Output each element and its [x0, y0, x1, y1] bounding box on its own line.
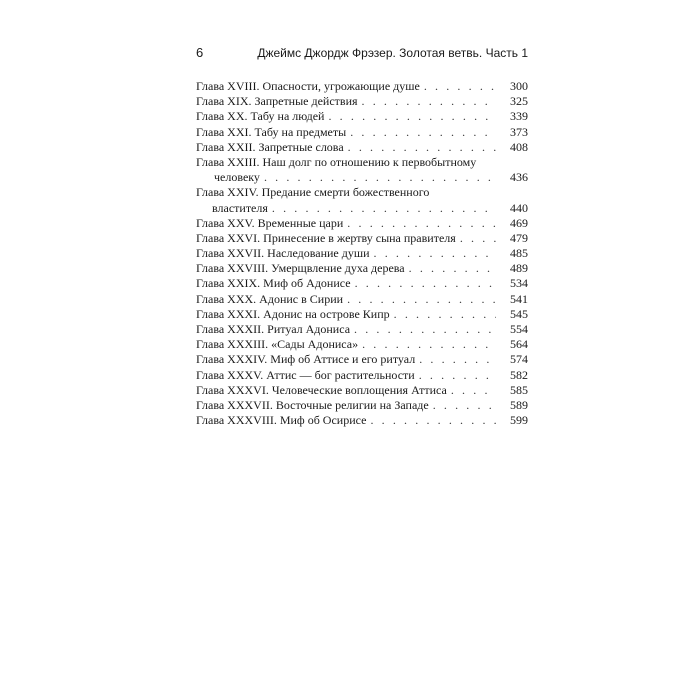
dot-leader [347, 292, 496, 307]
toc-entry [196, 94, 528, 109]
toc-entry [196, 185, 528, 215]
dot-leader [370, 413, 496, 428]
toc-entry-page: 541 [510, 291, 528, 306]
toc-entry [196, 155, 528, 185]
dot-leader [409, 261, 496, 276]
toc-entry [196, 140, 528, 155]
toc-entry-page: 469 [510, 215, 528, 230]
dot-leader [355, 276, 496, 291]
toc-entry-page: 485 [510, 246, 528, 261]
toc-entry-page: 479 [510, 230, 528, 245]
running-head [196, 44, 528, 62]
dot-leader [328, 109, 496, 124]
toc-entry-page: 440 [510, 200, 528, 215]
toc-entry-page: 582 [510, 367, 528, 382]
toc-entry-title: Глава XXXVII. Восточные религии на Западе [196, 397, 429, 412]
toc-entry [196, 368, 528, 383]
toc-entry [196, 125, 528, 140]
dot-leader [451, 383, 496, 398]
toc-entry [196, 216, 528, 231]
toc-entry-title: Глава XXXII. Ритуал Адониса [196, 322, 351, 336]
dot-leader [460, 231, 496, 246]
toc-entry-title: Глава XXIX. Миф об Адонисе [196, 276, 351, 291]
toc-entry-title: Глава XXV. Временные цари [196, 215, 344, 230]
dot-leader [264, 170, 496, 185]
toc-entry-title: Глава XXII. Запретные слова [196, 139, 344, 154]
toc-entry [196, 292, 528, 307]
toc-entry-title: Глава XXXIII. «Сады Адониса» [196, 337, 359, 352]
dot-leader [272, 201, 496, 216]
toc-entry-title: Глава XIX. Запретные действия [196, 94, 358, 109]
toc-entry-title-continued: человеку [214, 170, 260, 185]
toc-entry [196, 383, 528, 398]
dot-leader [419, 352, 496, 367]
dot-leader [394, 307, 496, 322]
toc-entry-title: Глава XXI. Табу на предметы [196, 124, 347, 139]
toc-entry [196, 322, 528, 337]
toc-entry-page: 489 [510, 261, 528, 276]
dot-leader [433, 398, 496, 413]
page-number: 6 [196, 45, 204, 60]
toc-entry-page: 545 [510, 306, 528, 321]
dot-leader [374, 246, 496, 261]
toc-entry-page: 574 [510, 352, 528, 367]
toc-entry-title: Глава XXVI. Принесение в жертву сына правителя [196, 230, 456, 245]
toc-entry-title: Глава XVIII. Опасности, угрожающие душе [196, 79, 420, 93]
toc-entry-title: Глава XXXIV. Миф об Аттисе и его ритуал [196, 352, 416, 367]
toc-entry-page: 373 [510, 124, 528, 139]
toc-entry [196, 337, 528, 352]
toc-entry-page: 325 [510, 94, 528, 109]
toc-entry-page: 300 [510, 79, 528, 93]
toc-entry [196, 276, 528, 291]
toc-entry [196, 413, 528, 428]
toc-entry-title: Глава XXIII. Наш долг по отношению к первобытному [196, 154, 477, 169]
toc-entry [196, 352, 528, 367]
toc-entry [196, 231, 528, 246]
toc-entry-page: 585 [510, 382, 528, 397]
toc-entry [196, 246, 528, 261]
dot-leader [362, 337, 496, 352]
dot-leader [424, 79, 496, 94]
book-title: Джеймс Джордж Фрэзер. Золотая ветвь. Часть 1 [257, 46, 528, 60]
toc-entry-title: Глава XXX. Адонис в Сирии [196, 291, 344, 306]
dot-leader [348, 140, 496, 155]
toc-entry-title: Глава XXIV. Предание смерти божественного [196, 185, 430, 200]
toc-entry [196, 398, 528, 413]
toc-entry-title: Глава XXVII. Наследование души [196, 246, 370, 261]
dot-leader [419, 368, 496, 383]
toc-entry-title: Глава XXXVIII. Миф об Осирисе [196, 413, 367, 428]
toc-entry-page: 554 [510, 322, 528, 336]
toc-entry-title-continued: властителя [212, 200, 268, 215]
toc-entry-page: 534 [510, 276, 528, 291]
toc-entry-title: Глава XX. Табу на людей [196, 109, 325, 124]
toc-entry-page: 339 [510, 109, 528, 124]
table-of-contents [196, 79, 528, 428]
toc-entry-page: 436 [510, 170, 528, 185]
toc-entry-page: 564 [510, 337, 528, 352]
toc-entry-page: 589 [510, 397, 528, 412]
toc-entry [196, 109, 528, 124]
toc-entry [196, 79, 528, 94]
dot-leader [347, 216, 496, 231]
dot-leader [354, 322, 496, 337]
toc-entry-page: 408 [510, 139, 528, 154]
toc-entry-title: Глава XXVIII. Умерщвление духа дерева [196, 261, 405, 276]
toc-entry-title: Глава XXXV. Аттис — бог растительности [196, 367, 415, 382]
toc-entry [196, 261, 528, 276]
toc-entry-page: 599 [510, 413, 528, 428]
dot-leader [350, 125, 496, 140]
dot-leader [362, 94, 496, 109]
toc-entry [196, 307, 528, 322]
toc-entry-title: Глава XXXI. Адонис на острове Кипр [196, 306, 390, 321]
toc-entry-title: Глава XXXVI. Человеческие воплощения Аттиса [196, 382, 447, 397]
